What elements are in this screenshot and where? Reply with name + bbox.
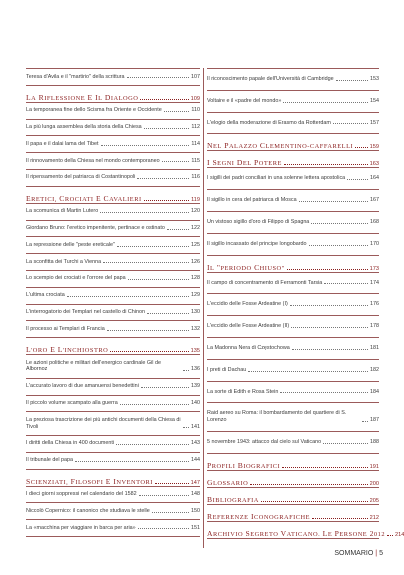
- dot-leader: [117, 246, 189, 247]
- toc-entry[interactable]: [207, 112, 379, 134]
- toc-entry[interactable]: [207, 90, 379, 112]
- column-end-rule: [26, 536, 200, 537]
- toc-entry[interactable]: [26, 354, 200, 378]
- entry-line: [26, 271, 200, 287]
- dot-leader: [141, 387, 189, 388]
- entry-page-number: 151: [191, 524, 200, 531]
- entry-page-number: 116: [191, 174, 200, 181]
- entry-page-number: 125: [191, 241, 200, 248]
- section-heading[interactable]: [207, 505, 379, 521]
- entry-line: [207, 316, 379, 337]
- dot-leader: [138, 528, 189, 529]
- entry-page-number: 112: [191, 124, 200, 131]
- toc-section: [26, 186, 200, 203]
- section-title: REFERENZE ICONOGRAFICHE: [207, 511, 311, 521]
- entry-title: La «macchina per viaggiare in barca per aria»: [26, 524, 136, 531]
- entry-title: Il rinnovamento della Chiesa nel mondo contemporaneo: [26, 157, 160, 164]
- section-heading[interactable]: [26, 86, 200, 102]
- section-title: LA RIFLESSIONE E IL DIALOGO: [26, 92, 139, 102]
- toc-section: [207, 453, 379, 470]
- entry-line: [26, 412, 200, 435]
- entry-line: [207, 273, 379, 294]
- section-page-number: 109: [190, 95, 200, 102]
- toc-entry[interactable]: [207, 68, 379, 90]
- toc-entry[interactable]: [207, 431, 379, 453]
- entry-title: La sconfitta dei Turchi a Vienna: [26, 258, 102, 265]
- dot-leader: [137, 178, 189, 179]
- toc-entry[interactable]: [26, 68, 200, 85]
- entry-page-number: 174: [370, 279, 379, 286]
- dot-leader: [248, 371, 368, 372]
- section-heading[interactable]: [26, 187, 200, 203]
- dot-leader: [183, 427, 189, 428]
- entry-line: [207, 190, 379, 211]
- dot-leader: [387, 535, 393, 536]
- section-page-number: 212: [369, 514, 379, 521]
- entry-line: [207, 234, 379, 255]
- entry-page-number: 182: [370, 366, 379, 373]
- dot-leader: [292, 349, 368, 350]
- toc-entry[interactable]: [26, 119, 200, 136]
- section-title: IL "PERIODO CHIUSO": [207, 262, 285, 272]
- entry-title: Il piccolo volume scampato alla guerra: [26, 400, 118, 407]
- section-page-number: 135: [190, 348, 200, 355]
- entry-page-number: 129: [191, 292, 200, 299]
- dot-leader: [287, 269, 368, 270]
- entry-page-number: 150: [191, 507, 200, 514]
- dot-leader: [147, 313, 189, 314]
- dot-leader: [284, 164, 368, 165]
- entry-page-number: 187: [370, 417, 379, 424]
- entry-title: Il riconoscimento papale dell'Università di Cambridge: [207, 76, 334, 82]
- dot-leader: [103, 262, 189, 263]
- entry-page-number: 132: [191, 325, 200, 332]
- entry-line: [26, 436, 200, 452]
- entry-line: [26, 355, 200, 378]
- entry-title: L'elogio della moderazione di Erasmo da Rotterdam: [207, 119, 331, 126]
- toc-entry[interactable]: [26, 435, 200, 452]
- entry-line: [207, 91, 379, 112]
- entry-title: La Madonna Nera di Częstochowa: [207, 344, 290, 351]
- section-page-number: 119: [191, 196, 200, 203]
- section-page-number: 147: [190, 479, 200, 486]
- toc-left-column: [26, 68, 200, 537]
- entry-title: 5 novembre 1943: attacco dal cielo sul Vaticano: [207, 438, 322, 445]
- toc-entry[interactable]: [26, 411, 200, 435]
- entry-page-number: 120: [191, 208, 200, 215]
- entry-line: [26, 103, 200, 119]
- entry-line: [26, 321, 200, 337]
- entry-line: [26, 520, 200, 536]
- entry-title: Niccolò Copernico: il canonico che studiava le stelle: [26, 507, 150, 514]
- entry-page-number: 153: [370, 76, 379, 82]
- dot-leader: [144, 200, 189, 201]
- entry-line: [207, 360, 379, 381]
- section-title: L'ORO E L'INCHIOSTRO: [26, 345, 109, 355]
- entry-title: Il sigillo in cera del patriarca di Mosca: [207, 197, 297, 204]
- section-title: ARCHIVIO SEGRETO VATICANO. LE PERSONE 2012: [207, 528, 386, 538]
- toc-entry[interactable]: [207, 167, 379, 189]
- dot-leader: [144, 128, 190, 129]
- toc-entry[interactable]: [26, 395, 200, 412]
- entry-title: Voltaire e il «padre del mondo»: [207, 97, 282, 104]
- dot-leader: [355, 147, 368, 148]
- entry-line: [26, 120, 200, 136]
- entry-title: L'accurato lavoro di due amanuensi benedettini: [26, 383, 139, 390]
- toc-section: [207, 150, 379, 167]
- toc-entry[interactable]: [26, 320, 200, 337]
- toc-section: [26, 469, 200, 486]
- section-heading[interactable]: [207, 256, 379, 272]
- section-heading[interactable]: [26, 470, 200, 486]
- dot-leader: [155, 483, 189, 484]
- footer-separator: |: [375, 550, 378, 557]
- entry-title: La repressione delle "peste ereticale": [26, 241, 115, 248]
- toc-entry[interactable]: [26, 220, 200, 237]
- entry-page-number: 168: [370, 218, 379, 225]
- section-heading[interactable]: [207, 471, 379, 487]
- entry-title: L'eccidio delle Fosse Ardeatine (II): [207, 323, 290, 330]
- toc-section: [207, 521, 404, 538]
- toc-entry[interactable]: [207, 337, 379, 359]
- entry-title: I preti di Dachau: [207, 366, 247, 373]
- dot-leader: [291, 327, 368, 328]
- section-heading[interactable]: [207, 522, 404, 538]
- toc-section: [207, 487, 379, 504]
- entry-page-number: 164: [370, 175, 379, 182]
- entry-title: I sigilli dei padri conciliari in una solenne lettera apostolica: [207, 175, 346, 182]
- dot-leader: [333, 123, 368, 124]
- entry-page-number: 136: [191, 366, 200, 373]
- entry-page-number: 154: [370, 97, 379, 104]
- entry-page-number: 170: [370, 240, 379, 247]
- entry-title: Raid aereo su Roma: il bombardamento del quartiere di S. Lorenzo: [207, 410, 347, 424]
- entry-line: [207, 113, 379, 134]
- dot-leader: [311, 223, 368, 224]
- entry-page-number: 115: [191, 157, 200, 164]
- toc-entry[interactable]: [26, 253, 200, 270]
- entry-line: [26, 396, 200, 412]
- section-page-number: 191: [369, 463, 379, 470]
- section-heading[interactable]: [207, 454, 379, 470]
- toc-section: [26, 85, 200, 102]
- entry-page-number: 178: [370, 323, 379, 330]
- entry-page-number: 140: [191, 400, 200, 407]
- entry-line: [207, 212, 379, 233]
- toc-entry[interactable]: [26, 378, 200, 395]
- dot-leader: [67, 296, 189, 297]
- entry-title: L'interrogatorio dei Templari nel castello di Chinon: [26, 309, 145, 316]
- section-page-number: 214: [395, 531, 404, 538]
- dot-leader: [362, 421, 368, 422]
- dot-leader: [120, 404, 189, 405]
- toc-section: [207, 504, 379, 521]
- dot-leader: [75, 461, 189, 462]
- entry-line: [26, 487, 200, 503]
- entry-line: [26, 69, 200, 85]
- section-page-number: 159: [369, 144, 379, 151]
- toc-entry[interactable]: [207, 211, 379, 233]
- entry-page-number: 141: [191, 423, 200, 430]
- toc-entry[interactable]: [26, 270, 200, 287]
- toc-entry[interactable]: [26, 152, 200, 169]
- toc-entry[interactable]: [26, 236, 200, 253]
- section-title: PROFILI BIOGRAFICI: [207, 460, 281, 470]
- entry-title: Il processo ai Templari di Francia: [26, 325, 105, 332]
- section-page-number: 205: [369, 497, 379, 504]
- toc-section: [207, 133, 379, 150]
- toc-entry[interactable]: [26, 502, 200, 519]
- page-number: 5: [379, 550, 383, 557]
- entry-line: [207, 432, 379, 453]
- entry-line: [207, 403, 379, 431]
- entry-page-number: 188: [370, 438, 379, 445]
- section-page-number: 173: [369, 265, 379, 272]
- column-end-rule: [207, 538, 379, 539]
- page-footer: [334, 550, 383, 557]
- dot-leader: [282, 467, 368, 468]
- dot-leader: [261, 501, 368, 502]
- entry-title: Teresa d'Avila e il "martirio" della scrittura: [26, 73, 125, 80]
- dot-leader: [127, 77, 189, 78]
- toc-section: [26, 337, 200, 354]
- entry-title: La temporanea fine dello Scisma fra Oriente e Occidente: [26, 107, 162, 114]
- entry-title: Il papa e il dalai lama del Tibet: [26, 140, 99, 147]
- entry-line: [207, 168, 379, 189]
- dot-leader: [101, 145, 190, 146]
- entry-title: La scomunica di Martin Lutero: [26, 208, 99, 215]
- section-title: I SEGNI DEL POTERE: [207, 158, 282, 168]
- entry-line: [207, 382, 379, 403]
- entry-page-number: 107: [191, 73, 200, 80]
- entry-title: Giordano Bruno: l'eretico impenitente, pertinace e ostinato: [26, 225, 165, 232]
- toc-entry[interactable]: [26, 304, 200, 321]
- toc-entry[interactable]: [26, 287, 200, 304]
- toc-entry[interactable]: [207, 359, 379, 381]
- toc-entry[interactable]: [207, 402, 379, 431]
- entry-line: [207, 338, 379, 359]
- dot-leader: [250, 484, 367, 485]
- dot-leader: [116, 444, 189, 445]
- entry-page-number: 114: [191, 140, 200, 147]
- entry-line: [26, 305, 200, 321]
- entry-page-number: 184: [370, 388, 379, 395]
- entry-line: [26, 453, 200, 469]
- entry-line: [26, 153, 200, 169]
- dot-leader: [183, 370, 189, 371]
- dot-leader: [323, 443, 368, 444]
- entry-title: La più lunga assemblea della storia della Chiesa: [26, 124, 142, 131]
- entry-title: L'ultima crociata: [26, 292, 65, 299]
- entry-title: I dieci giorni soppressi nel calendario del 1582: [26, 491, 137, 498]
- entry-line: [207, 69, 379, 90]
- section-heading[interactable]: [207, 488, 379, 504]
- entry-page-number: 139: [191, 383, 200, 390]
- toc-entry[interactable]: [207, 381, 379, 403]
- entry-line: [26, 221, 200, 237]
- dot-leader: [299, 201, 368, 202]
- entry-title: I diritti della Chiesa in 400 documenti: [26, 440, 115, 447]
- toc-entry[interactable]: [26, 203, 200, 220]
- dot-leader: [167, 229, 189, 230]
- section-title: NEL PALAZZO CLEMENTINO-CAFFARELLI: [207, 141, 354, 151]
- entry-page-number: 148: [191, 491, 200, 498]
- toc-entry[interactable]: [26, 519, 200, 536]
- dot-leader: [140, 99, 188, 100]
- column-divider: [203, 68, 204, 548]
- section-title: BIBLIOGRAFIA: [207, 494, 259, 504]
- entry-title: Le azioni politiche e militari dell'energico cardinale Gil de Albornoz: [26, 359, 161, 373]
- dot-leader: [164, 111, 190, 112]
- section-title: ERETICI, CROCIATI E CAVALIERI: [26, 193, 142, 203]
- dot-leader: [312, 518, 368, 519]
- entry-title: Il campo di concentramento di Ferramonti Tarsia: [207, 279, 323, 286]
- section-title: SCIENZIATI, FILOSOFI E INVENTORI: [26, 476, 153, 486]
- entry-title: Lo scempio dei crociati e l'orrore del papa: [26, 275, 126, 282]
- entry-line: [26, 288, 200, 304]
- entry-page-number: 122: [191, 225, 200, 232]
- toc-entry[interactable]: [207, 293, 379, 315]
- entry-title: La sorte di Edith e Rosa Stein: [207, 388, 279, 395]
- dot-leader: [290, 305, 368, 306]
- entry-page-number: 157: [370, 119, 379, 126]
- dot-leader: [280, 392, 368, 393]
- dot-leader: [128, 279, 189, 280]
- dot-leader: [336, 80, 368, 81]
- entry-title: L'eccidio delle Fosse Ardeatine (I): [207, 301, 288, 308]
- dot-leader: [107, 330, 189, 331]
- footer-label: SOMMARIO: [334, 550, 374, 557]
- dot-leader: [309, 245, 369, 246]
- toc-entry[interactable]: [207, 272, 379, 294]
- dot-leader: [110, 351, 188, 352]
- dot-leader: [162, 161, 190, 162]
- toc-entry[interactable]: [26, 102, 200, 119]
- entry-page-number: 181: [370, 344, 379, 351]
- entry-title: Il ripensamento del patriarca di Costantinopoli: [26, 174, 136, 181]
- toc-right-column: [207, 68, 404, 539]
- toc-entry[interactable]: [207, 233, 379, 255]
- entry-line: [26, 503, 200, 519]
- entry-page-number: 143: [191, 440, 200, 447]
- entry-line: [26, 136, 200, 152]
- entry-line: [26, 204, 200, 220]
- toc-entry[interactable]: [26, 169, 200, 186]
- toc-section: [207, 255, 379, 272]
- section-heading[interactable]: [207, 151, 379, 167]
- section-page-number: 200: [369, 480, 379, 487]
- section-page-number: 163: [369, 161, 379, 168]
- entry-title: Un vistoso sigillo d'oro di Filippo di Spagna: [207, 218, 310, 225]
- toc-entry[interactable]: [26, 486, 200, 503]
- toc-section: [207, 470, 379, 487]
- entry-page-number: 110: [191, 107, 200, 114]
- entry-line: [26, 237, 200, 253]
- toc-entry[interactable]: [207, 315, 379, 337]
- entry-page-number: 176: [370, 301, 379, 308]
- entry-page-number: 167: [370, 197, 379, 204]
- entry-line: [26, 170, 200, 186]
- entry-page-number: 128: [191, 275, 200, 282]
- section-heading[interactable]: [207, 134, 379, 150]
- section-title: GLOSSARIO: [207, 477, 249, 487]
- entry-title: La preziosa trascrizione dei più antichi documenti della Chiesa di Tivoli: [26, 416, 181, 430]
- dot-leader: [152, 512, 189, 513]
- dot-leader: [139, 495, 189, 496]
- entry-page-number: 144: [191, 457, 200, 464]
- dot-leader: [100, 212, 189, 213]
- entry-page-number: 130: [191, 309, 200, 316]
- entry-title: Il tribunale del papa: [26, 457, 74, 464]
- entry-title: Il sigillo incassato del principe longobardo: [207, 240, 307, 247]
- entry-line: [207, 294, 379, 315]
- dot-leader: [324, 283, 368, 284]
- dot-leader: [347, 179, 368, 180]
- entry-page-number: 126: [191, 258, 200, 265]
- toc-entry[interactable]: [26, 135, 200, 152]
- toc-entry[interactable]: [26, 452, 200, 469]
- toc-entry[interactable]: [207, 189, 379, 211]
- entry-line: [26, 254, 200, 270]
- entry-line: [26, 379, 200, 395]
- section-heading[interactable]: [26, 338, 200, 354]
- dot-leader: [283, 102, 368, 103]
